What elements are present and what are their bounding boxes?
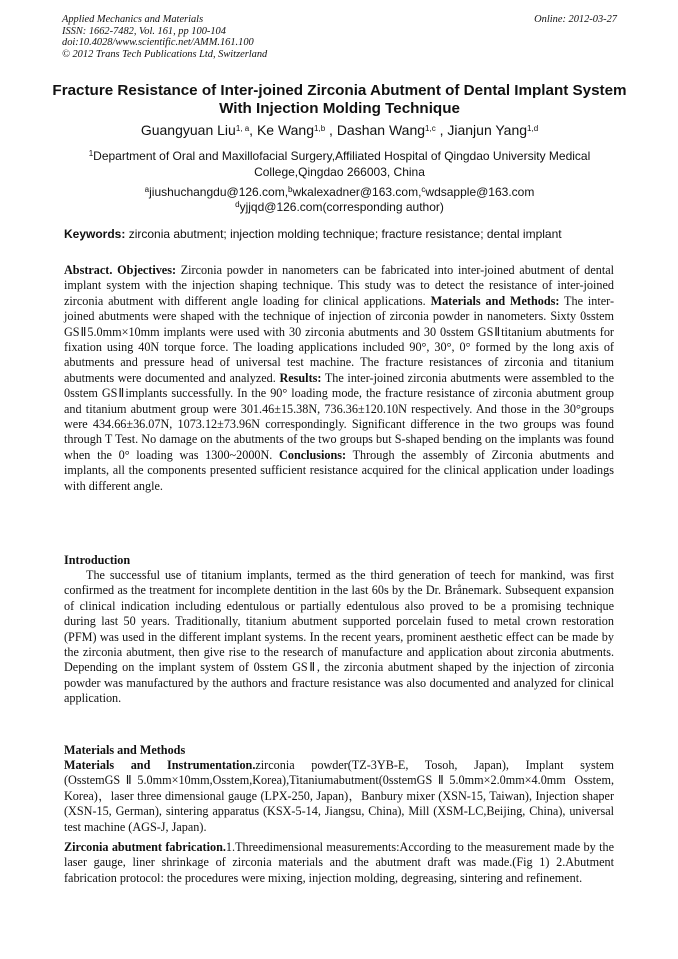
results-text: The inter-joined zirconia abutments were assembled to the 0sstem GSⅡimplants successfully. In the 90° loading mode, the fracture resistance of zirconia abutment group and titanium abutment group were 301.46±15.38N, 736.36±120.10N respectively. And those in the 30°groups were 434.66±36.07N, 1073.12±73.96N correspondingly. Significant difference in the two groups was found through T Test. No damage on the abutments of the two groups but S-shaped bending on the implants was found when the 0° loading was 1300~2000N. — [64, 370, 614, 462]
email-a: jiushuchangdu@126.com, — [149, 185, 289, 199]
email-d: yjjqd@126.com(corresponding author) — [239, 200, 444, 214]
email-sup: d — [235, 200, 240, 209]
abstract-label: Abstract. — [64, 263, 113, 277]
results-label: Results: — [279, 370, 322, 385]
author-separator: , — [249, 122, 257, 138]
objectives-label: Objectives: — [117, 263, 177, 277]
author-name: Guangyuan Liu — [140, 122, 236, 138]
doi-line: doi:10.4028/www.scientific.net/AMM.161.100 — [62, 37, 254, 49]
abutment-fabrication — [64, 840, 614, 886]
conclusions-label: Conclusions: — [279, 447, 347, 462]
email-c: wdsapple@163.com — [425, 185, 535, 199]
author-name: Jianjun Yang — [447, 122, 528, 138]
introduction-text: The successful use of titanium implants, termed as the third generation of teech for mankind, was first confirmed as the treatment for incomplete dentition in the last 60s by the Dr. Brånemark. Subsequent expansion of clinical indication including edentulous or partially edentulous also proved to be a promising technique during last 50 years. Traditionally, titanium abutment supported porcelain fused to metal crown restoration (PFM) was used in the different implant systems. In the recent years, prominent aesthetic effect can be made by the zirconia abutment, then give rise to the research of manufacture and application about zirconia abutments. Depending on the implant system of 0sstem GSⅡ, the zirconia abutment shaped by the injection of zirconia powder was manufactured by the authors and fracture resistance was also documented and analyzed for clinical application. — [64, 568, 614, 706]
author-affil-sup: 1,c — [425, 124, 436, 133]
author-separator: , — [435, 122, 448, 138]
affiliation-sup: 1 — [88, 149, 94, 158]
keywords-text: zirconia abutment; injection molding technique; fracture resistance; dental implant — [125, 227, 562, 241]
author-separator: , — [325, 122, 337, 138]
email-line-1 — [62, 185, 617, 200]
author-list — [48, 121, 631, 139]
instrumentation-label: Materials and Instrumentation. — [64, 758, 256, 772]
author-name: Ke Wang — [256, 122, 315, 138]
journal-header — [62, 14, 617, 60]
materials-instrumentation — [64, 758, 614, 835]
email-b: wkalexadner@163.com, — [292, 185, 422, 199]
email-block — [62, 185, 617, 215]
keywords — [64, 227, 616, 242]
instrumentation-text: zirconia powder(TZ-3YB-E, Tosoh, Japan), Implant system (OsstemGSⅡ5.0mm×10mm,Osstem,Korea),Titaniumabutment(0sstemGSⅡ5.0mm×2.0mm×4.0mm Osstem, Korea)，laser three dimensional gauge (LPX-250, Japan)，Banbury mixer (XSN-15, Taiwan), Injection shaper (XSN-15, German), sintering apparatus (KSX-5-14, Jiangsu, China), Mill (XSM-LC,Beijing, China), universal test machine (AGS-J, Japan). — [64, 758, 614, 834]
author-name: Dashan Wang — [336, 122, 426, 138]
conclusions-text: Through the assembly of Zirconia abutments and implants, all the components presented sufficient resistance acquired for the clinical application under loadings with different angle. — [64, 447, 614, 493]
author-affil-sup: 1,d — [527, 124, 539, 133]
materials-heading: Materials and Methods — [64, 743, 186, 757]
affiliation — [62, 148, 617, 180]
objectives-text: Zirconia powder in nanometers can be fabricated into inter-joined abutment of dental implant system with the injection shaping technique. This study was to detect the resistance of inter-joined zirconia abutment with different angle loading for clinical applications. — [64, 263, 614, 308]
email-sup: b — [288, 185, 293, 194]
copyright-line: © 2012 Trans Tech Publications Ltd, Switzerland — [62, 48, 268, 60]
affiliation-text: Department of Oral and Maxillofacial Surgery,Affiliated Hospital of Qingdao University Medical College,Qingdao 266003, China — [93, 149, 591, 179]
abstract — [64, 263, 614, 494]
methods-text: The inter-joined abutments were shaped with the technique of injection of zirconia powder in nanometers. Sixty 0sstem GSⅡ5.0mm×10mm implants were used with 30 zirconia abutments and 30 0sstem GSⅡtitanium abutments for fixation using 40N torque force. The loading applications included 90°, 30°, 0° formed by the long axis of abutments and pressure head of universal test machine. The fracture resistances of zirconia and titanium abutments were documented and analyzed. — [64, 293, 615, 385]
introduction-heading: Introduction — [64, 553, 131, 567]
email-sup: c — [421, 185, 426, 194]
methods-label: Materials and Methods: — [430, 293, 560, 308]
fabrication-text: 1.Threedimensional measurements:According to the measurement made by the laser gauge, liner shrinkage of zirconia materials and the abutment draft was made.(Fig 1) 2.Abutment fabrication protocol: the procedures were mixing, injection molding, degreasing, sintering and refinement. — [64, 840, 615, 885]
email-sup: a — [144, 185, 150, 194]
email-line-2 — [62, 200, 617, 215]
journal-name: Applied Mechanics and Materials — [62, 14, 204, 25]
issn-line: ISSN: 1662-7482, Vol. 161, pp 100-104 — [62, 25, 226, 37]
author-affil-sup: 1,b — [314, 124, 326, 133]
paper-title: Fracture Resistance of Inter-joined Zirconia Abutment of Dental Implant System With Injection Molding Technique — [52, 82, 627, 117]
keywords-label: Keywords: — [64, 227, 126, 241]
author-affil-sup: 1, a — [235, 124, 250, 133]
online-date: Online: 2012-03-27 — [534, 14, 617, 25]
fabrication-label: Zirconia abutment fabrication. — [64, 840, 226, 854]
